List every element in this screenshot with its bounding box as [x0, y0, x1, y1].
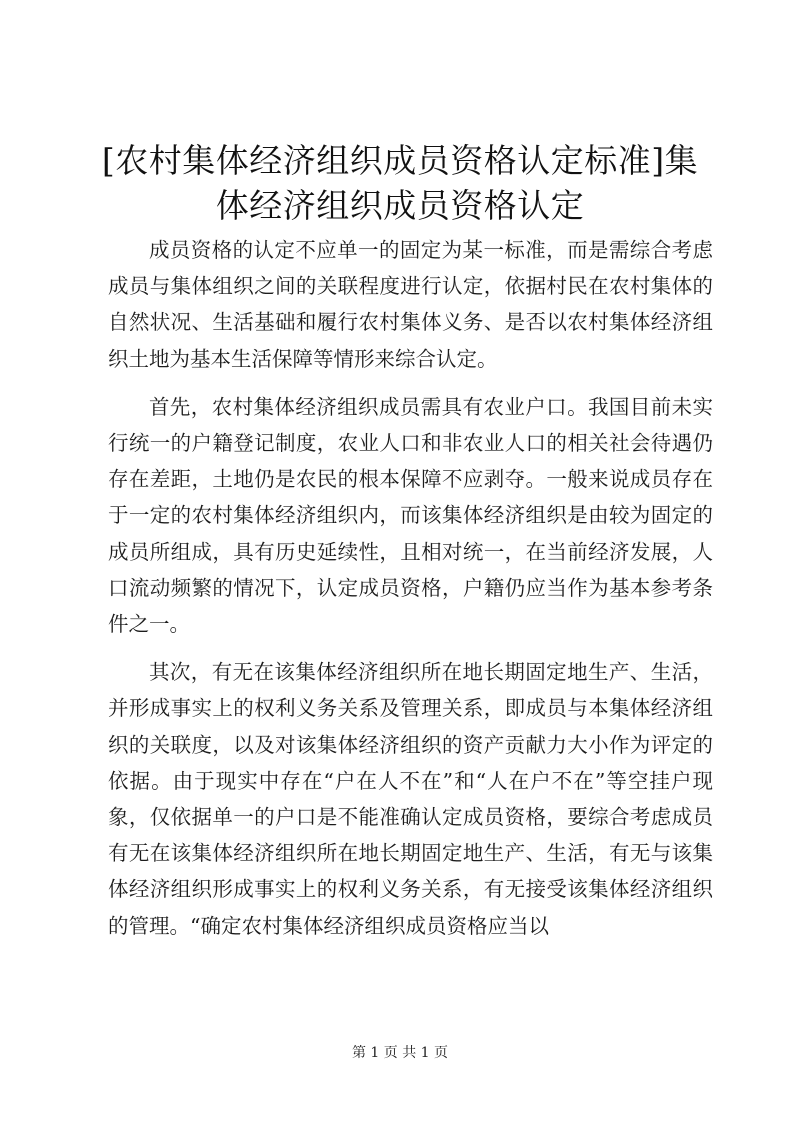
paragraph-1: 成员资格的认定不应单一的固定为某一标准，而是需综合考虑成员与集体组织之间的关联程度进行认定，依据村民在农村集体的自然状况、生活基础和履行农村集体义务、是否以农村集体经济组织土地为基本生活保障等情形来综合认定。	[108, 238, 713, 371]
paragraph-3: 其次，有无在该集体经济组织所在地长期固定地生产、生活，并形成事实上的权利义务关系及管理关系，即成员与本集体经济组织的关联度，以及对该集体经济组织的资产贡献力大小作为评定的依据。由于现实中存在“户在人不在”和“人在户不在”等空挂户现象，仅依据单一的户口是不能准确认定成员资格，要综合考虑成员有无在该集体经济组织所在地长期固定地生产、生活，有无与该集体经济组织形成事实上的权利义务关系，有无接受该集体经济组织的管理。“确定农村集体经济组织成员资格应当以	[108, 660, 713, 938]
document-title: [农村集体经济组织成员资格认定标准]集体经济组织成员资格认定	[101, 141, 699, 225]
document-body	[108, 232, 713, 944]
paragraph-2: 首先，农村集体经济组织成员需具有农业户口。我国目前未实行统一的户籍登记制度，农业人口和非农业人口的相关社会待遇仍存在差距，土地仍是农民的根本保障不应剥夺。一般来说成员存在于一定的农村集体经济组织内，而该集体经济组织是由较为固定的成员所组成，具有历史延续性，且相对统一，在当前经济发展，人口流动频繁的情况下，认定成员资格，户籍仍应当作为基本参考条件之一。	[108, 394, 713, 637]
page-footer: 第 1 页 共 1 页	[351, 1045, 449, 1061]
